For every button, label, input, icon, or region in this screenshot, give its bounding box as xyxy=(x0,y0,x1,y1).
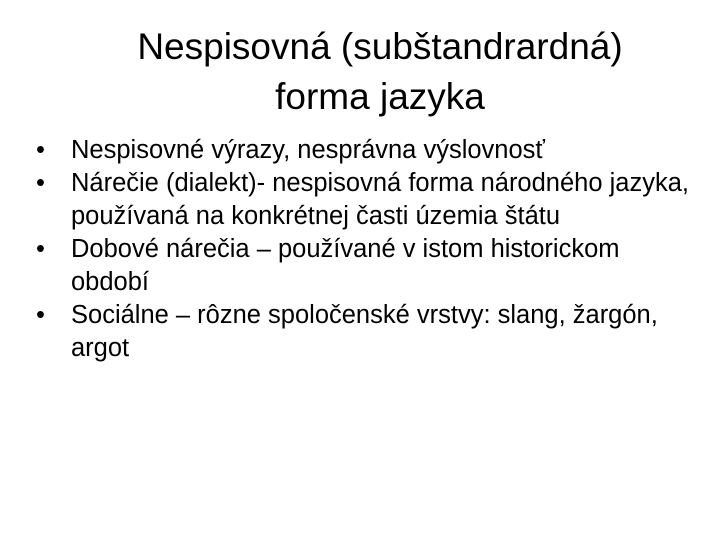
bullet-icon: • xyxy=(36,136,45,164)
bullet-item xyxy=(36,167,696,233)
bullet-text: Nespisovné výrazy, nesprávna výslovnosť xyxy=(71,136,545,164)
bullet-item xyxy=(36,233,696,299)
bullet-icon: • xyxy=(36,169,45,197)
slide-title xyxy=(40,22,720,122)
bullet-text: Sociálne – rôzne spoločenské vrstvy: slang, žargón, argot xyxy=(71,301,658,362)
bullet-icon: • xyxy=(36,235,45,263)
bullet-text: Dobové nárečia – používané v istom historickom období xyxy=(71,235,620,296)
slide-title-line-2: forma jazyka xyxy=(275,76,485,117)
bullet-list xyxy=(36,134,696,365)
slide-title-line-1: Nespisovná (subštandrardná) xyxy=(137,26,623,67)
bullet-item xyxy=(36,299,696,365)
bullet-item xyxy=(36,134,696,167)
bullet-text: Nárečie (dialekt)- nespisovná forma národného jazyka, používaná na konkrétnej časti územia štátu xyxy=(71,169,689,230)
bullet-icon: • xyxy=(36,301,45,329)
